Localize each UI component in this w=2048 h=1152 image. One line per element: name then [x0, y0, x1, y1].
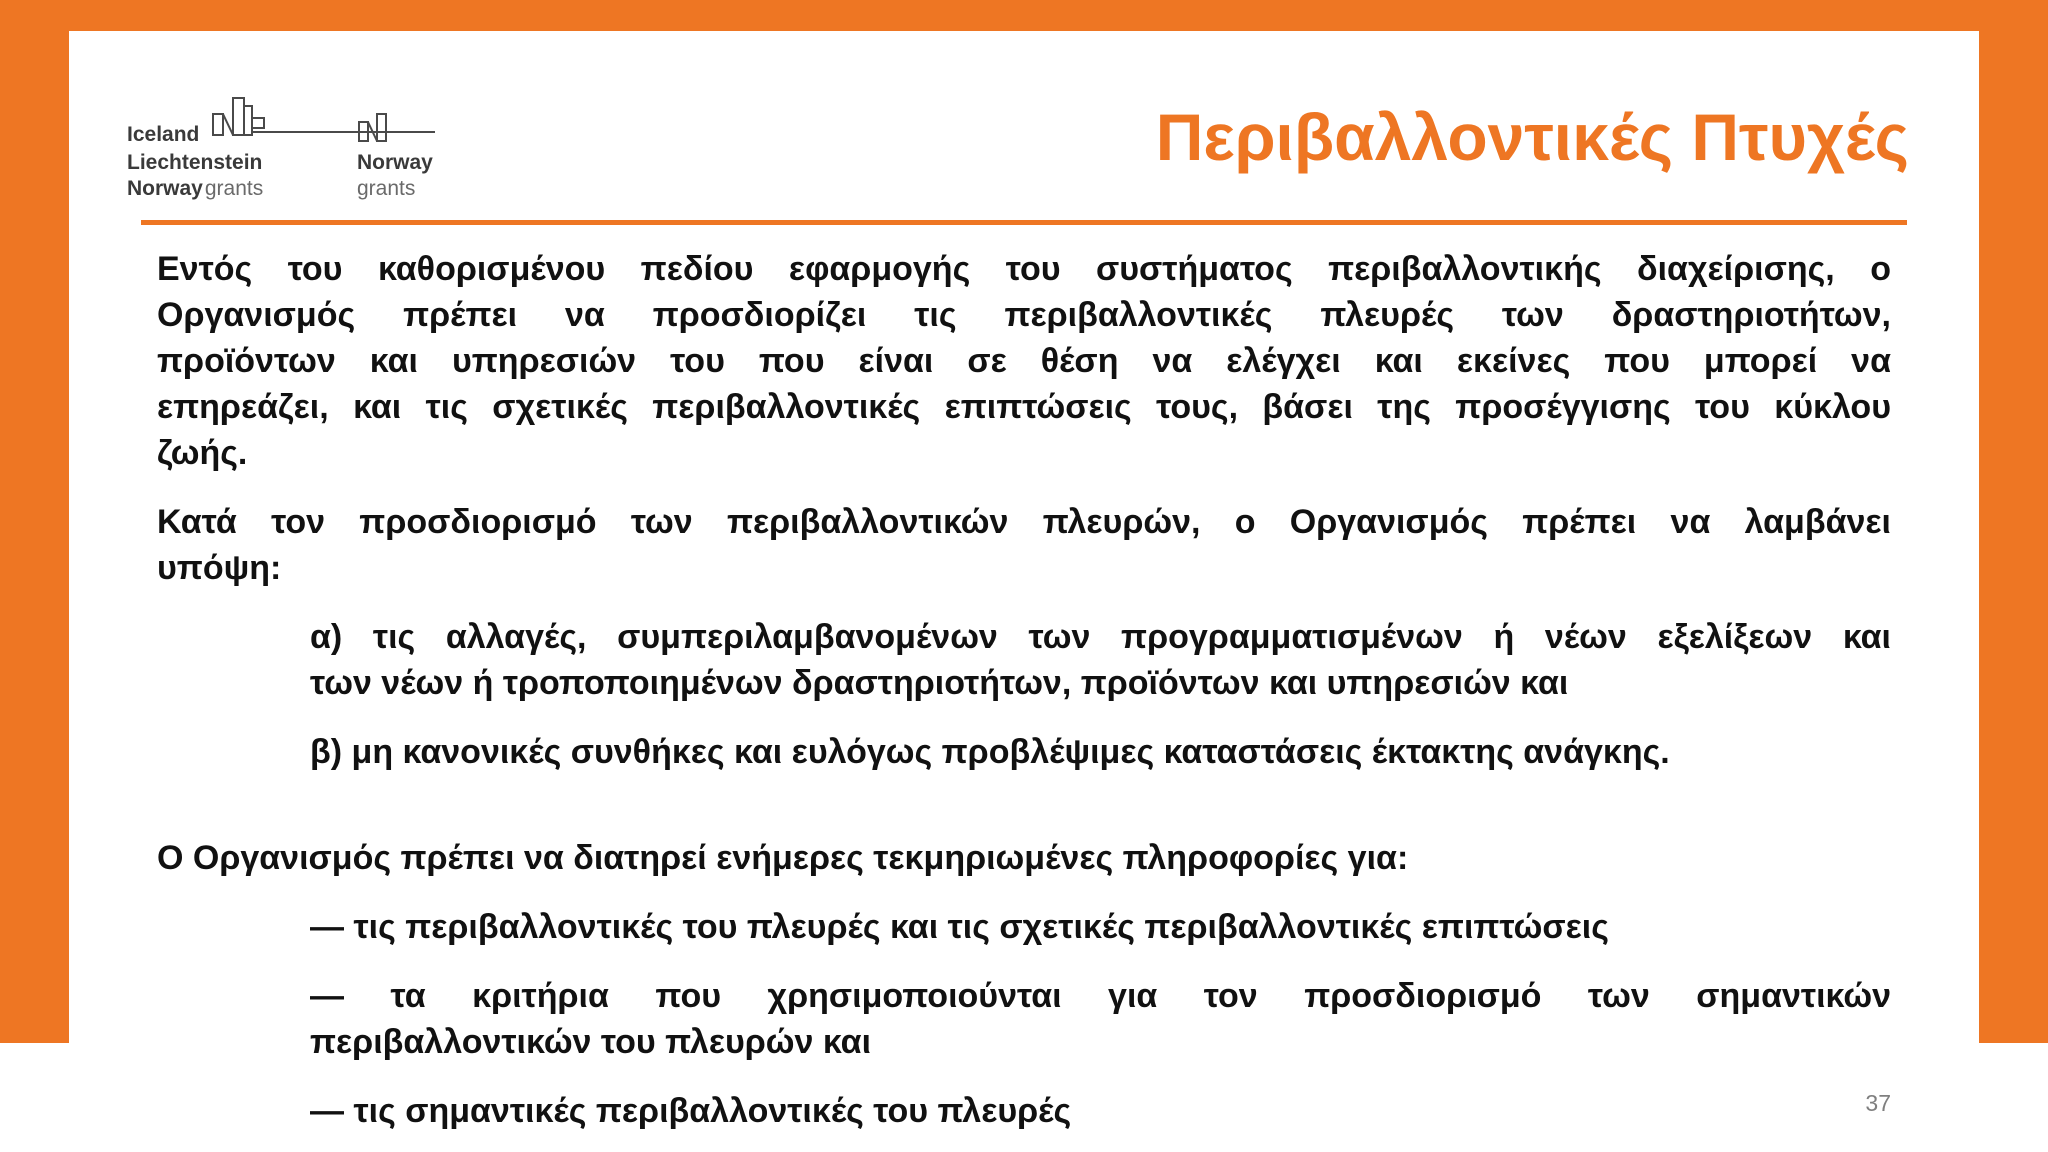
- intro-paragraph-line: προϊόντων και υπηρεσιών του που είναι σε θέση να ελέγχει και εκείνες που μπορεί να: [157, 342, 1891, 380]
- list-item-line: β) μη κανονικές συνθήκες και ευλόγως προβλέψιμες καταστάσεις έκτακτης ανάγκης.: [310, 733, 1670, 771]
- intro-paragraph-line: επηρεάζει, και τις σχετικές περιβαλλοντικές επιπτώσεις τους, βάσει της προσέγγισης του κύκλου: [157, 388, 1891, 426]
- page-number: 37: [1865, 1090, 1891, 1116]
- considerations-paragraph-line: υπόψη:: [157, 549, 282, 587]
- frame-right-bar: [1979, 0, 2048, 1043]
- documented-info-paragraph-line: Ο Οργανισμός πρέπει να διατηρεί ενήμερες τεκμηριωμένες πληροφορίες για:: [157, 839, 1409, 877]
- skyline-icon: [205, 92, 445, 148]
- slide-body: [157, 246, 1891, 1134]
- list-item-line: των νέων ή τροποποιημένων δραστηριοτήτων, προϊόντων και υπηρεσιών και: [310, 664, 1569, 702]
- list-item-a: [310, 614, 1891, 706]
- intro-paragraph-line: Οργανισμός πρέπει να προσδιορίζει τις περιβαλλοντικές πλευρές των δραστηριοτήτων,: [157, 296, 1891, 334]
- frame-left-bar: [0, 0, 69, 1043]
- list-item-line: α) τις αλλαγές, συμπεριλαμβανομένων των προγραμματισμένων ή νέων εξελίξεων και: [310, 618, 1891, 656]
- logo2-word-grants: grants: [357, 177, 416, 200]
- frame-top-bar: [0, 0, 2048, 31]
- dash-item-line: — τα κριτήρια που χρησιμοποιούνται για τον προσδιορισμό των σημαντικών: [310, 977, 1891, 1015]
- documented-info-paragraph: [157, 835, 1891, 881]
- logo-word-norway: Norway: [127, 177, 203, 200]
- dash-item-line: περιβαλλοντικών του πλευρών και: [310, 1023, 872, 1061]
- dash-item-line: — τις περιβαλλοντικές του πλευρές και τις σχετικές περιβαλλοντικές επιπτώσεις: [310, 908, 1609, 946]
- intro-paragraph-line: Εντός του καθορισμένου πεδίου εφαρμογής του συστήματος περιβαλλοντικής διαχείρισης, ο: [157, 250, 1891, 288]
- dash-item-line: — τις σημαντικές περιβαλλοντικές του πλευρές: [310, 1092, 1072, 1130]
- logo-line-liechtenstein: Liechtenstein: [127, 151, 263, 174]
- logo2-word-norway: Norway: [357, 151, 433, 174]
- considerations-paragraph-line: Κατά τον προσδιορισμό των περιβαλλοντικών πλευρών, ο Οργανισμός πρέπει να λαμβάνει: [157, 503, 1891, 541]
- list-item-b: [310, 729, 1891, 775]
- building-icon: [359, 114, 386, 141]
- title-underline: [141, 220, 1907, 225]
- intro-paragraph-line: ζωής.: [157, 434, 248, 472]
- logo-line-norway-grants: [127, 176, 263, 202]
- dash-item: [310, 1088, 1891, 1134]
- considerations-paragraph: [157, 499, 1891, 591]
- slide-title: Περιβαλλοντικές Πτυχές: [1155, 100, 1909, 174]
- dash-item: [310, 904, 1891, 950]
- logo-line-iceland: Iceland: [127, 123, 200, 146]
- logo-word-grants: grants: [204, 177, 264, 200]
- intro-paragraph: [157, 246, 1891, 476]
- dash-item: [310, 973, 1891, 1065]
